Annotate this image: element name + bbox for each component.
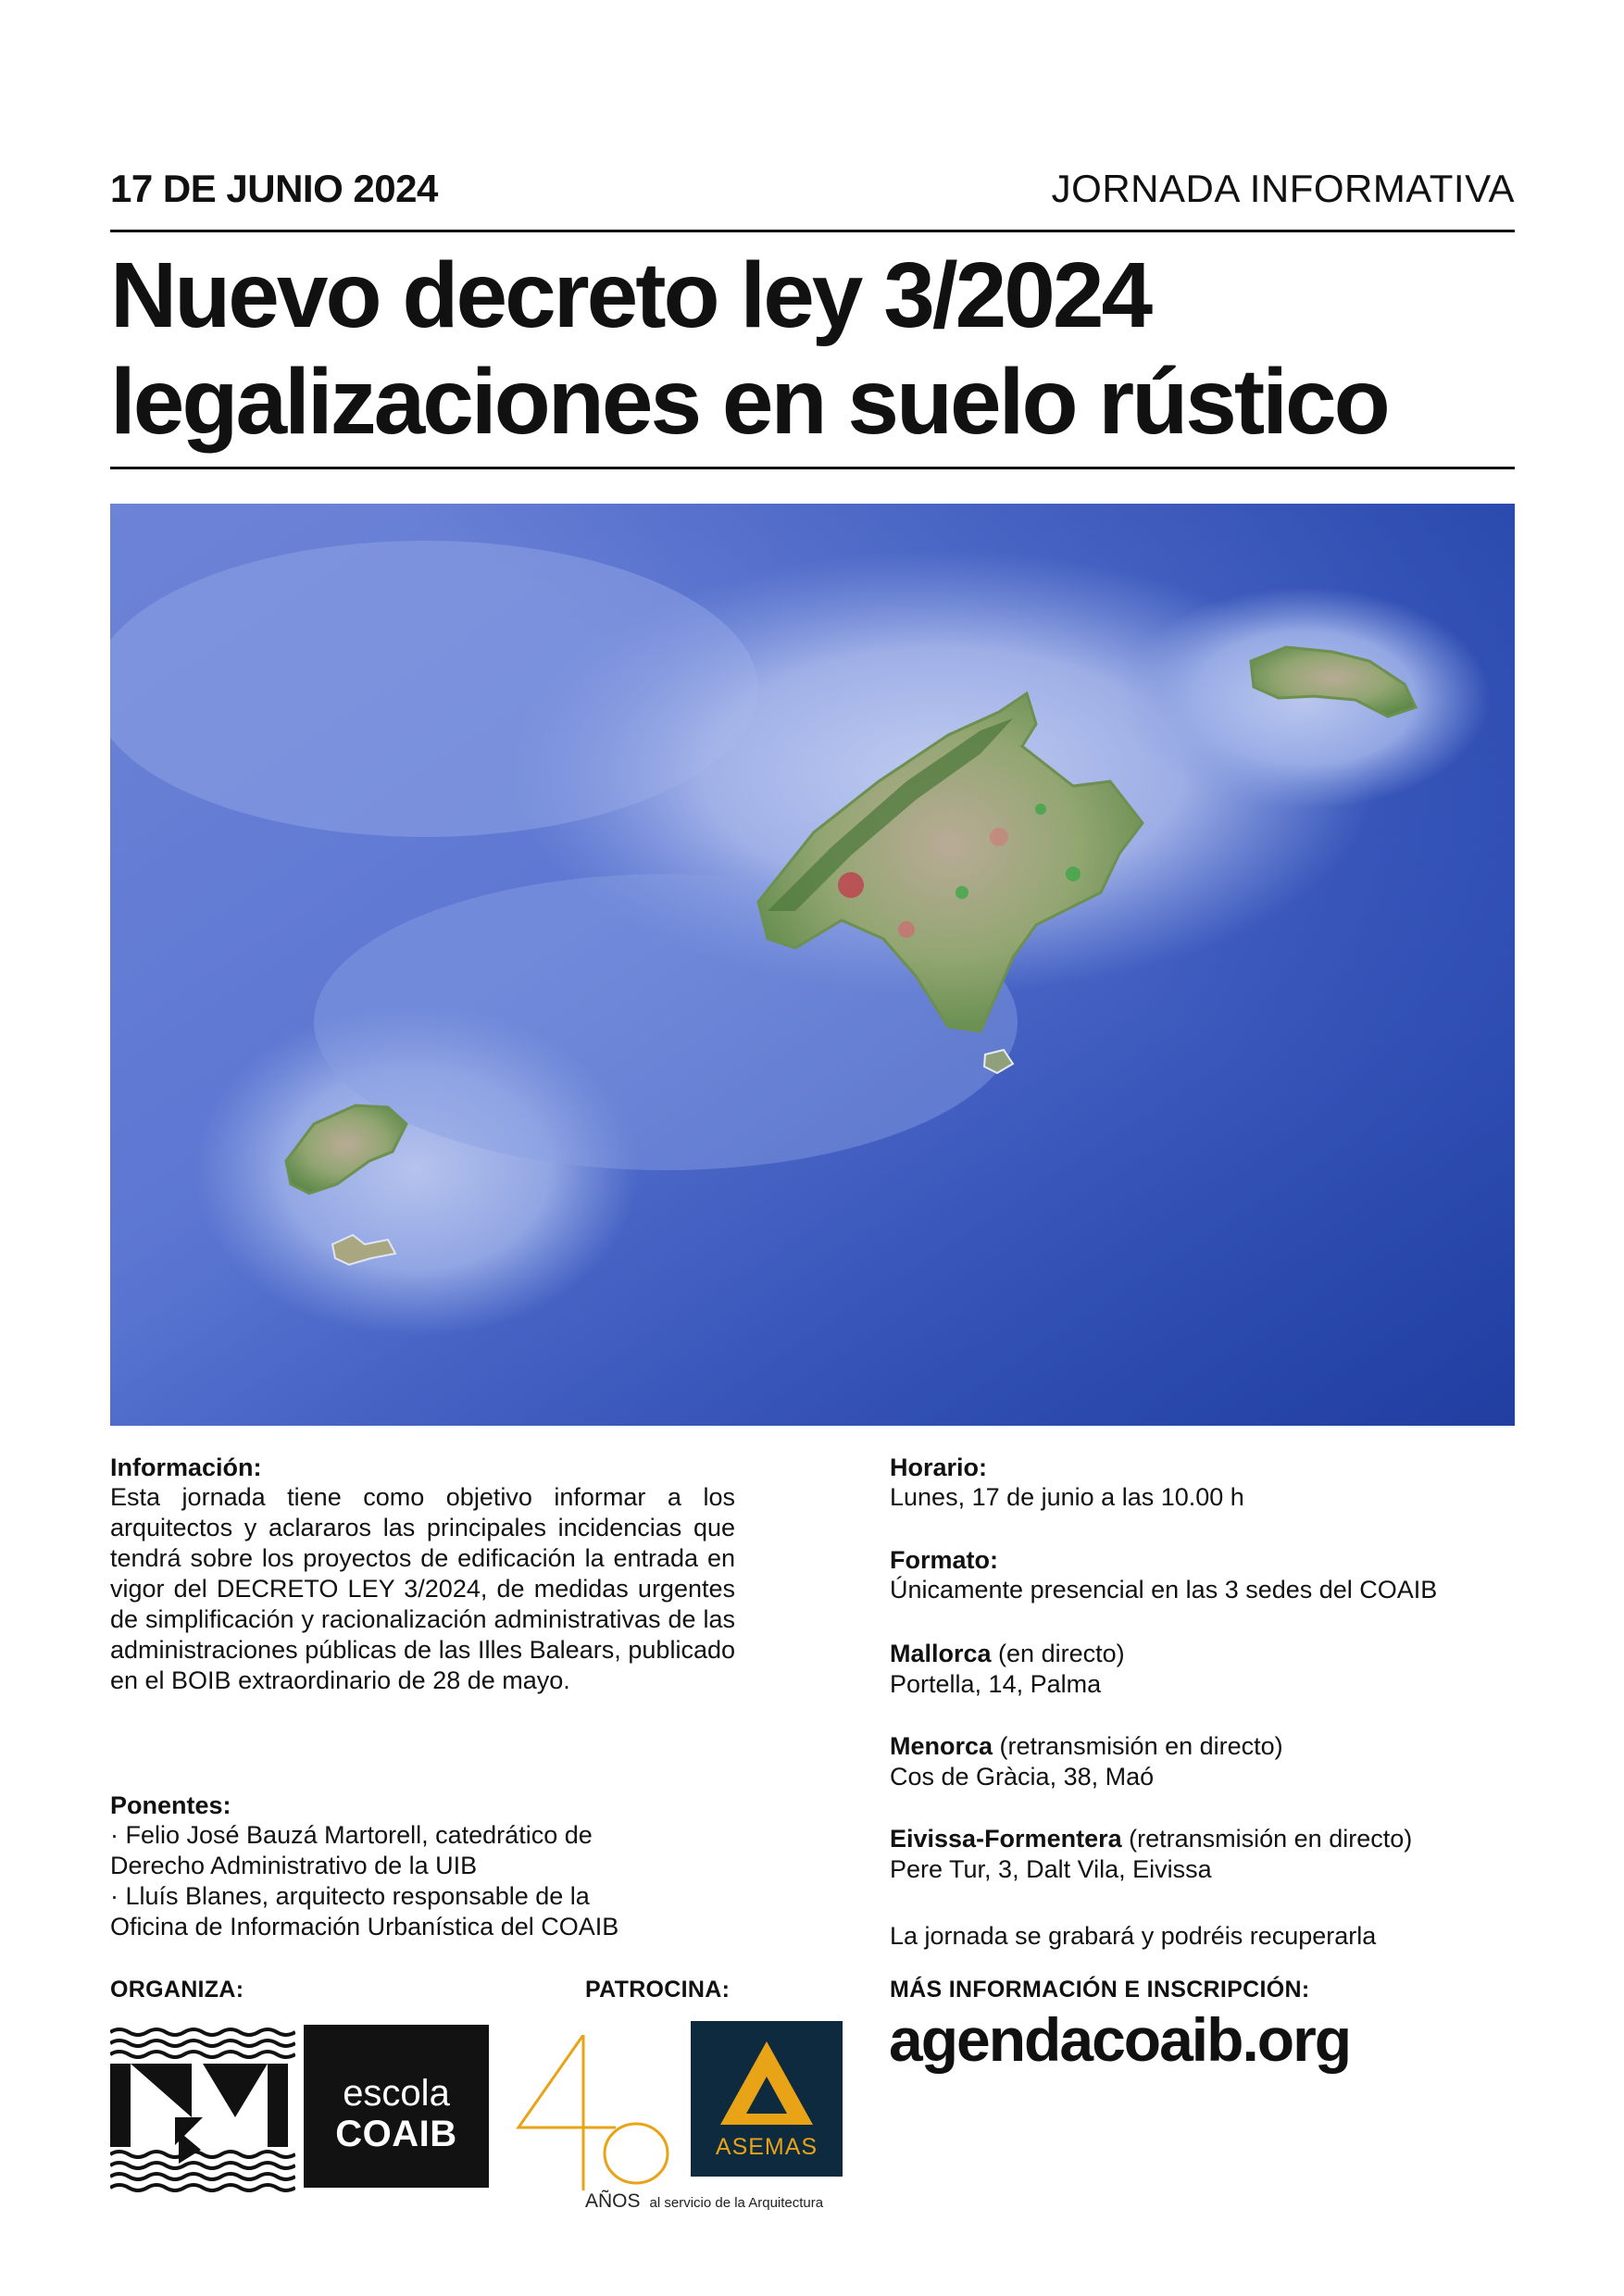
speaker-1-line-2: Derecho Administrativo de la UIB xyxy=(110,1852,478,1879)
speaker-1-line-1: · Felio José Bauzá Martorell, catedrático de xyxy=(110,1821,593,1849)
title-line-2: legalizaciones en suelo rústico xyxy=(110,350,1388,454)
schedule-value: Lunes, 17 de junio a las 10.00 h xyxy=(890,1483,1244,1511)
event-date: 17 DE JUNIO 2024 xyxy=(110,167,438,210)
escola-logo-line-1: escola xyxy=(343,2073,450,2114)
venue-address: Pere Tur, 3, Dalt Vila, Eivissa xyxy=(890,1855,1212,1883)
venue-name: Menorca xyxy=(890,1732,993,1760)
speaker-2-line-2: Oficina de Información Urbanística del COAIB xyxy=(110,1913,619,1940)
format-section xyxy=(890,1546,1519,1605)
escola-logo-line-2: COAIB xyxy=(335,2114,457,2154)
asemas-triangle-icon xyxy=(720,2041,813,2125)
event-kind: JORNADA INFORMATIVA xyxy=(1051,167,1515,210)
info-section xyxy=(110,1454,735,1696)
forty-years-caption xyxy=(585,2190,823,2213)
venue-menorca xyxy=(890,1731,1519,1792)
forty-years-anos: AÑOS xyxy=(585,2190,641,2212)
organiza-label: ORGANIZA: xyxy=(110,1977,244,2003)
schedule-label: Horario: xyxy=(890,1454,988,1481)
asemas-name: ASEMAS xyxy=(715,2134,818,2160)
venue-note: (en directo) xyxy=(991,1640,1125,1667)
asemas-logo xyxy=(691,2021,843,2177)
website-link[interactable]: agendacoaib.org xyxy=(889,2005,1351,2074)
top-divider xyxy=(110,230,1515,232)
info-label: Información: xyxy=(110,1454,262,1481)
venue-eivissa xyxy=(890,1824,1519,1885)
coaib-wave-logo-icon xyxy=(110,2025,295,2197)
speakers-label: Ponentes: xyxy=(110,1791,231,1819)
page-title xyxy=(110,243,1388,455)
title-line-1: Nuevo decreto ley 3/2024 xyxy=(110,243,1151,347)
balearic-islands-map xyxy=(110,504,1515,1426)
patrocina-label: PATROCINA: xyxy=(585,1977,731,2003)
venue-note: (retransmisión en directo) xyxy=(993,1732,1283,1760)
venue-name: Mallorca xyxy=(890,1640,992,1667)
info-body: Esta jornada tiene como objetivo informar a los arquitectos y aclararos las principales incidencias que tendrá sobre los proyectos de edificación la entrada en vigor del DECRETO LEY 3/2024, de medidas urgentes de simplificación y racionalización administrativas de las administraciones públicas de las Illes Balears, publicado en el BOIB extraordinario de 28 de mayo. xyxy=(110,1483,735,1694)
venue-name: Eivissa-Formentera xyxy=(890,1825,1122,1853)
speaker-2 xyxy=(110,1881,749,1942)
more-info-label: MÁS INFORMACIÓN E INSCRIPCIÓN: xyxy=(890,1977,1310,2003)
speakers-section xyxy=(110,1791,749,1942)
venue-address: Cos de Gràcia, 38, Maó xyxy=(890,1763,1155,1791)
format-value: Únicamente presencial en las 3 sedes del COAIB xyxy=(890,1576,1438,1603)
forty-years-subtitle: al servicio de la Arquitectura xyxy=(649,2195,824,2211)
venue-address: Portella, 14, Palma xyxy=(890,1670,1102,1698)
venue-note: (retransmisión en directo) xyxy=(1121,1825,1413,1853)
speaker-2-line-1: · Lluís Blanes, arquitecto responsable de la xyxy=(110,1882,590,1910)
forty-years-logo-icon xyxy=(514,2035,690,2190)
venue-mallorca xyxy=(890,1639,1519,1700)
escola-coaib-logo xyxy=(304,2025,489,2188)
speaker-1 xyxy=(110,1820,749,1881)
title-divider xyxy=(110,467,1515,469)
recording-note: La jornada se grabará y podréis recuperarla xyxy=(890,1922,1377,1950)
format-label: Formato: xyxy=(890,1546,998,1574)
schedule-section xyxy=(890,1454,1519,1513)
